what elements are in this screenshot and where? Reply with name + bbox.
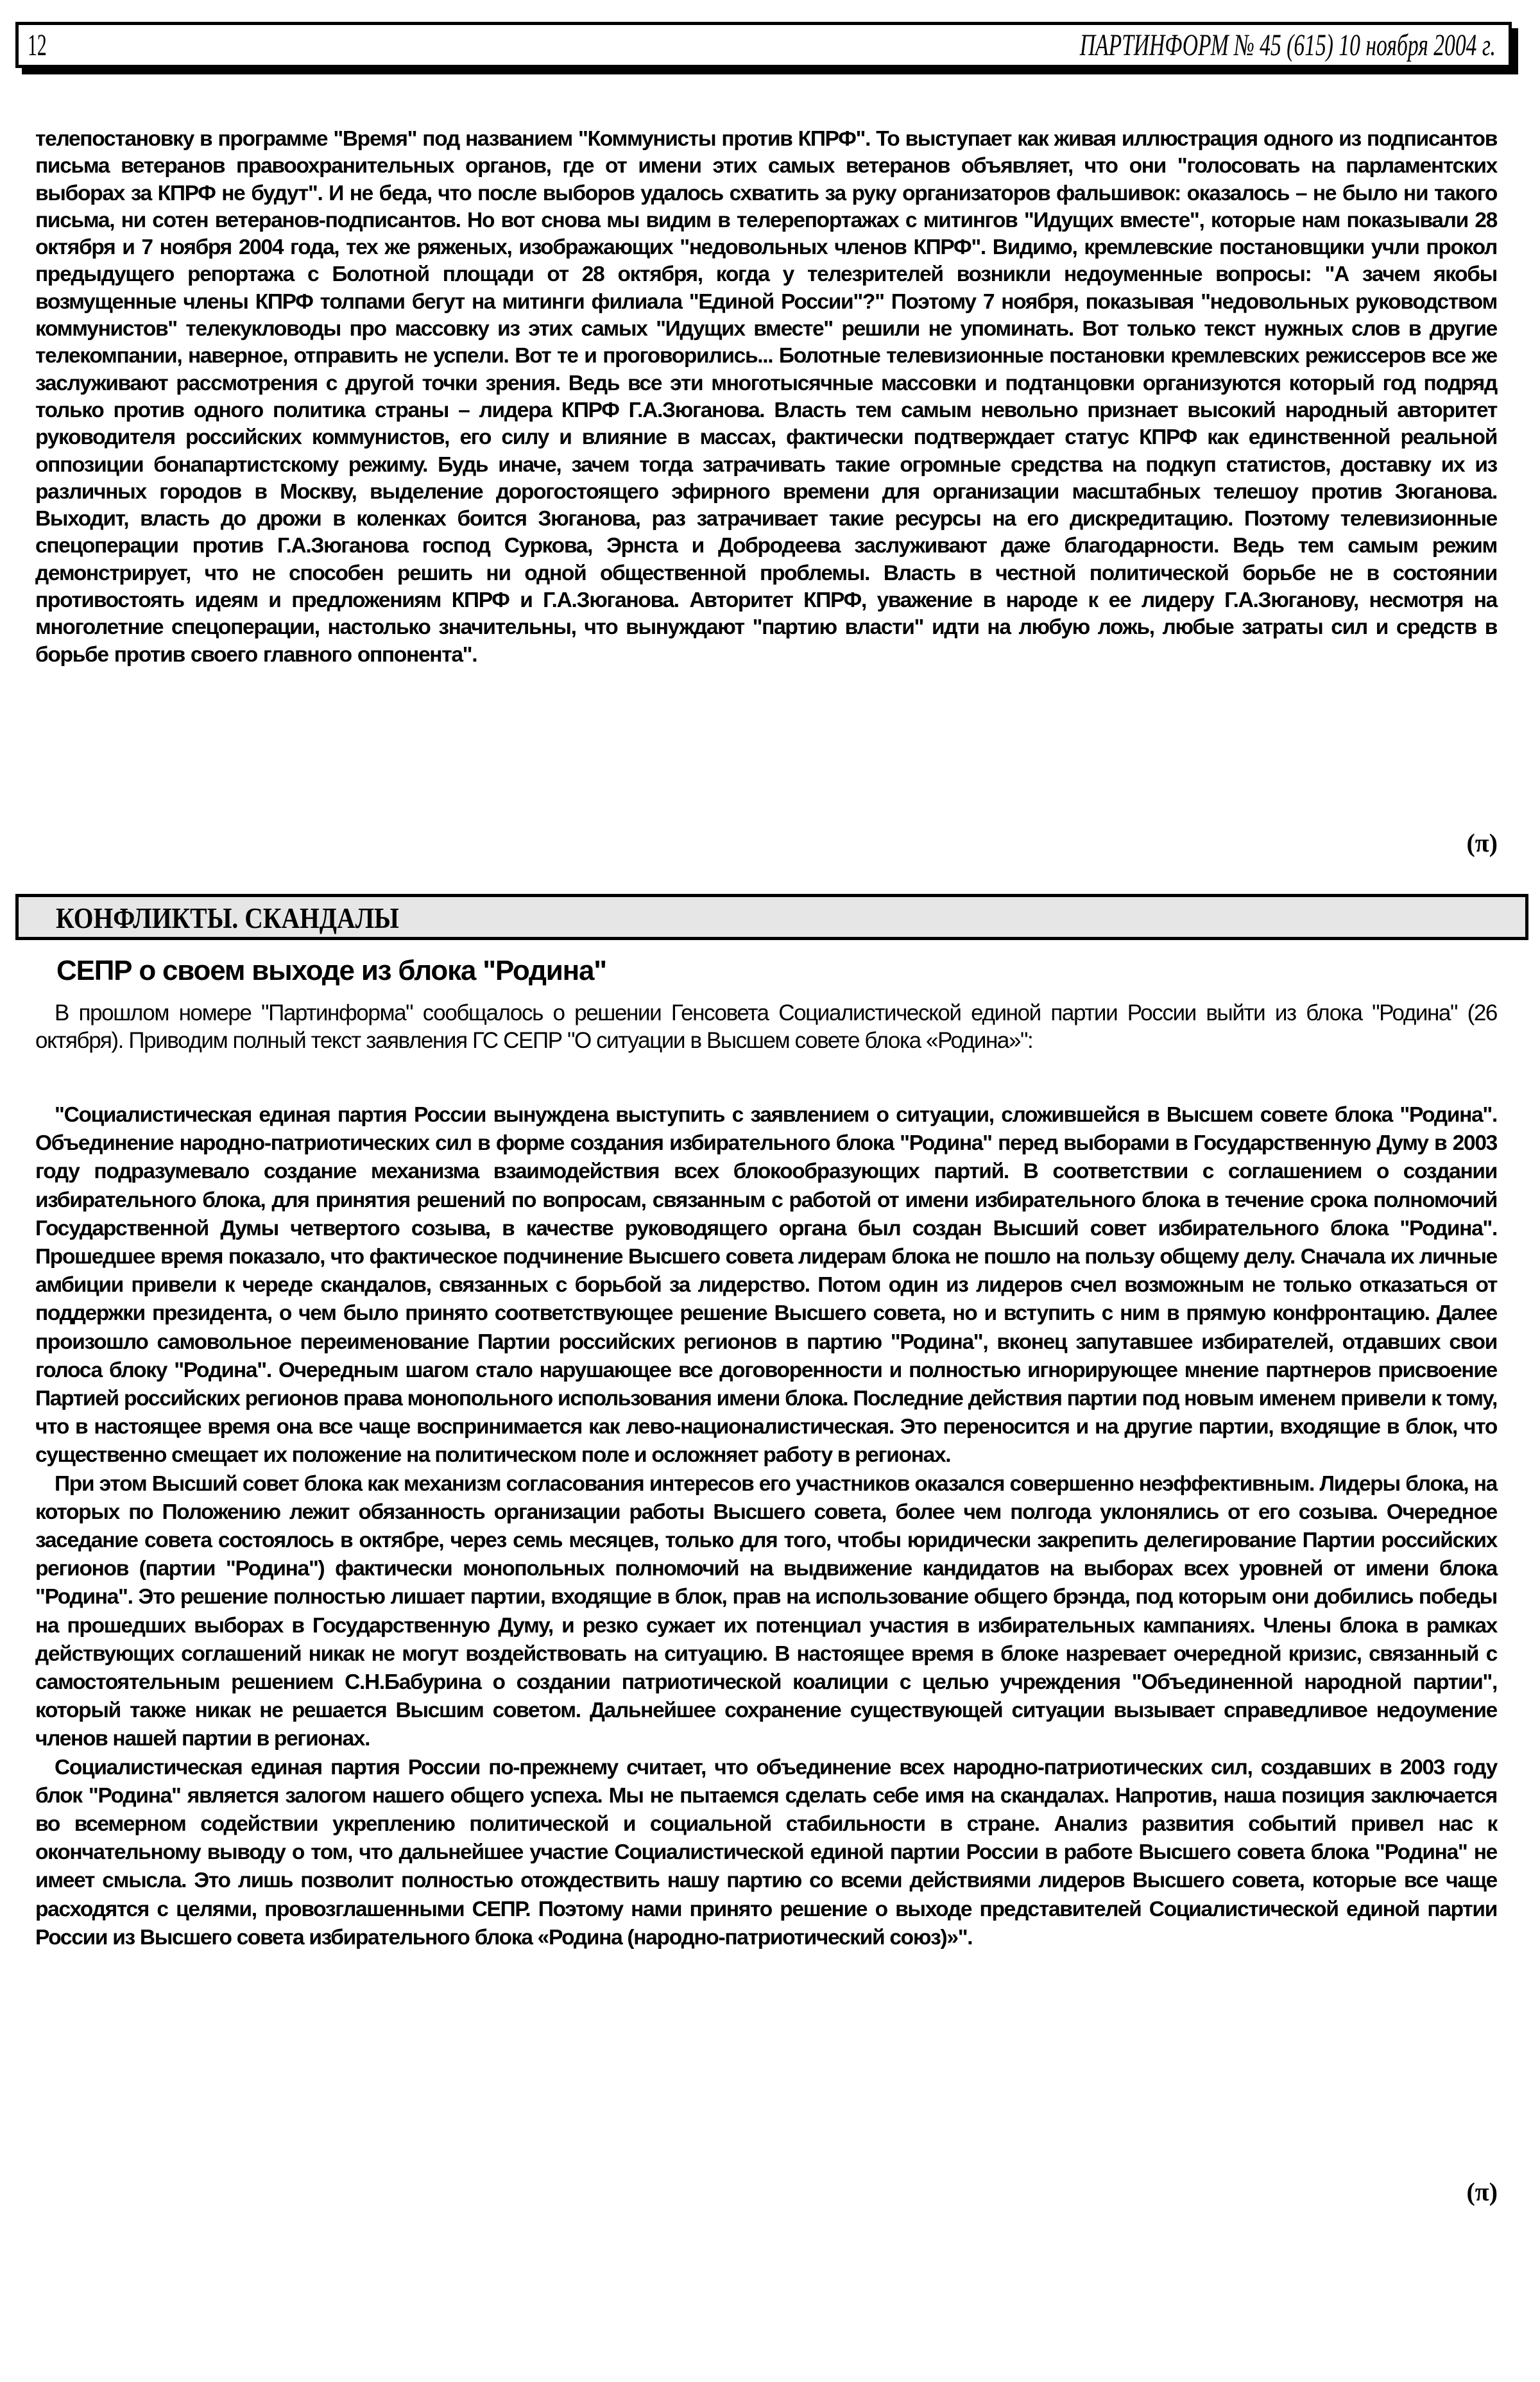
statement-paragraph: При этом Высший совет блока как механизм согласования интересов его участников оказался совершенно неэффективным. Лидеры блока, на которых по Положению лежит обязанность организации работы Высшего совета, более чем полгода уклонялись от его созыва. Очередное заседание совета состоялось в октябре, через семь месяцев, только для того, чтобы юридически закрепить делегирование Партии российских регионов (партии "Родина") фактически монопольных полномочий на выдвижение кандидатов на выборах всех уровней от имени блока "Родина". Это решение полностью лишает партии, входящие в блок, прав на использование общего брэнда, под которым они добились победы на прошедших выборах в Государственную Думу, и резко сужает их потенциал участия в избирательных кампаниях. Члены блока в рамках действующих соглашений никак не могут воздействовать на ситуацию. В настоящее время в блоке назревает очередной кризис, связанный с самостоятельным решением С.Н.Бабурина о создании патриотической коалиции с целью учреждения "Объединенной народной партии", который также никак не решается Высшим советом. Дальнейшее сохранение существующей ситуации вызывает справедливое недоумение членов нашей партии в регионах. <box>35 1471 1497 1751</box>
section-title: КОНФЛИКТЫ. СКАНДАЛЫ <box>56 902 399 934</box>
source-mark-pi: (π) <box>1466 2177 1498 2206</box>
issue-title: ПАРТИНФОРМ № 45 (615) 10 ноября 2004 г. <box>1079 28 1496 62</box>
source-mark-pi: (π) <box>1466 828 1498 857</box>
article-intro: В прошлом номере "Партинформа" сообщалось о решении Генсовета Социалистической единой партии России выйти из блока "Родина" (26 октября). Приводим полный текст заявления ГС СЕПР "О ситуации в Высшем совете блока «Родина»": <box>35 1000 1497 1053</box>
statement-paragraph: Социалистическая единая партия России по-прежнему считает, что объединение всех народно-патриотических сил, создавших в 2003 году блок "Родина" является залогом нашего общего успеха. Мы не пытаемся сделать себе имя на скандалах. Напротив, наша позиция заключается во всемерном содействии укреплению политической и социальной стабильности в стране. Анализ развития событий привел нас к окончательному выводу о том, что дальнейшее участие Социалистической единой партии России в работе Высшего совета блока "Родина" не имеет смысла. Это лишь позволит полностью отождествить нашу партию со всеми действиями лидеров Высшего совета, которые все чаще расходятся с целями, провозглашенными СЕПР. Поэтому нами принято решение о выходе представителей Социалистической единой партии России из Высшего совета избирательного блока «Родина (народно-патриотический союз)»". <box>35 1755 1497 1949</box>
section-header-bar <box>15 894 1528 940</box>
statement-paragraph: "Социалистическая единая партия России вынуждена выступить с заявлением о ситуации, сложившейся в Высшем совете блока "Родина". Объединение народно-патриотических сил в форме создания избирательного блока "Родина" перед выборами в Государственную Думу в 2003 году подразумевало создание механизма взаимодействия всех блокообразующих партий. В соответствии с соглашением о создании избирательного блока, для принятия решений по вопросам, связанным с работой от имени избирательного блока в течение срока полномочий Государственной Думы четвертого созыва, в качестве руководящего органа был создан Высший совет избирательного блока "Родина". Прошедшее время показало, что фактическое подчинение Высшего совета лидерам блока не пошло на пользу общему делу. Сначала их личные амбиции привели к череде скандалов, связанных с борьбой за лидерство. Потом один из лидеров счел возможным не только отказаться от поддержки президента, о чем было принято соответствующее решение Высшего совета, но и вступить с ним в прямую конфронтацию. Далее произошло самовольное переименование Партии российских регионов в партию "Родина", вконец запутавшее избирателей, отдавших свои голоса блоку "Родина". Очередным шагом стало нарушающее все договоренности и полностью игнорирующее мнение партнеров присвоение Партией российских регионов права монопольного использования имени блока. Последние действия партии под новым именем привели к тому, что в настоящее время она все чаще воспринимается как лево-националистическая. Это переносится и на другие партии, входящие в блок, что существенно смещает их положение на политическом поле и осложняет работу в регионах. <box>35 1103 1497 1468</box>
page-number: 12 <box>28 28 47 62</box>
statement-quote <box>35 1101 1497 1952</box>
article-title: СЕПР о своем выходе из блока "Родина" <box>56 955 606 986</box>
page-header <box>15 22 1512 68</box>
article-continuation-text: телепостановку в программе "Время" под названием "Коммунисты против КПРФ". То выступает как живая иллюстрация одного из подписантов письма ветеранов правоохранительных органов, где от имени этих самых ветеранов объявляет, что они "голосовать на парламентских выборах за КПРФ не будут". И не беда, что после выборов удалось схватить за руку организаторов фальшивок: оказалось – не было ни такого письма, ни сотен ветеранов-подписантов. Но вот снова мы видим в телерепортажах с митингов "Идущих вместе", которые нам показывали 28 октября и 7 ноября 2004 года, тех же ряженых, изображающих "недовольных членов КПРФ". Видимо, кремлевские постановщики учли прокол предыдущего репортажа с Болотной площади от 28 октября, когда у телезрителей возникли недоуменные вопросы: "А зачем якобы возмущенные члены КПРФ толпами бегут на митинги филиала "Единой России"?" Поэтому 7 ноября, показывая "недовольных руководством коммунистов" телекукловоды про массовку из этих самых "Идущих вместе" решили не упоминать. Вот только текст нужных слов в другие телекомпании, наверное, отправить не успели. Вот те и проговорились... Болотные телевизионные постановки кремлевских режиссеров все же заслуживают рассмотрения с другой точки зрения. Ведь все эти многотысячные массовки и подтанцовки организуются который год подряд только против одного политика страны – лидера КПРФ Г.А.Зюганова. Власть тем самым невольно признает высокий народный авторитет руководителя российских коммунистов, его силу и влияние в массах, фактически подтверждает статус КПРФ как единственной реальной оппозиции бонапартистскому режиму. Будь иначе, зачем тогда затрачивать такие огромные средства на подкуп статистов, доставку их из различных городов в Москву, выделение дорогостоящего эфирного времени для организации масштабных телешоу против Зюганова. Выходит, власть до дрожи в коленках боится Зюганова, раз затрачивает такие ресурсы на его дискредитацию. Поэтому телевизионные спецоперации против Г.А.Зюганова господ Суркова, Эрнста и Добродеева заслуживают даже благодарности. Ведь тем самым режим демонстрирует, что не способен решить ни одной общественной проблемы. Власть в честной политической борьбе не в состоянии противостоять идеям и предложениям КПРФ и Г.А.Зюганова. Авторитет КПРФ, уважение в народе к ее лидеру Г.А.Зюганову, несмотря на многолетние спецоперации, настолько значительны, что вынуждают "партию власти" идти на любую ложь, любые затраты сил и средств в борьбе против своего главного оппонента". <box>35 127 1497 667</box>
